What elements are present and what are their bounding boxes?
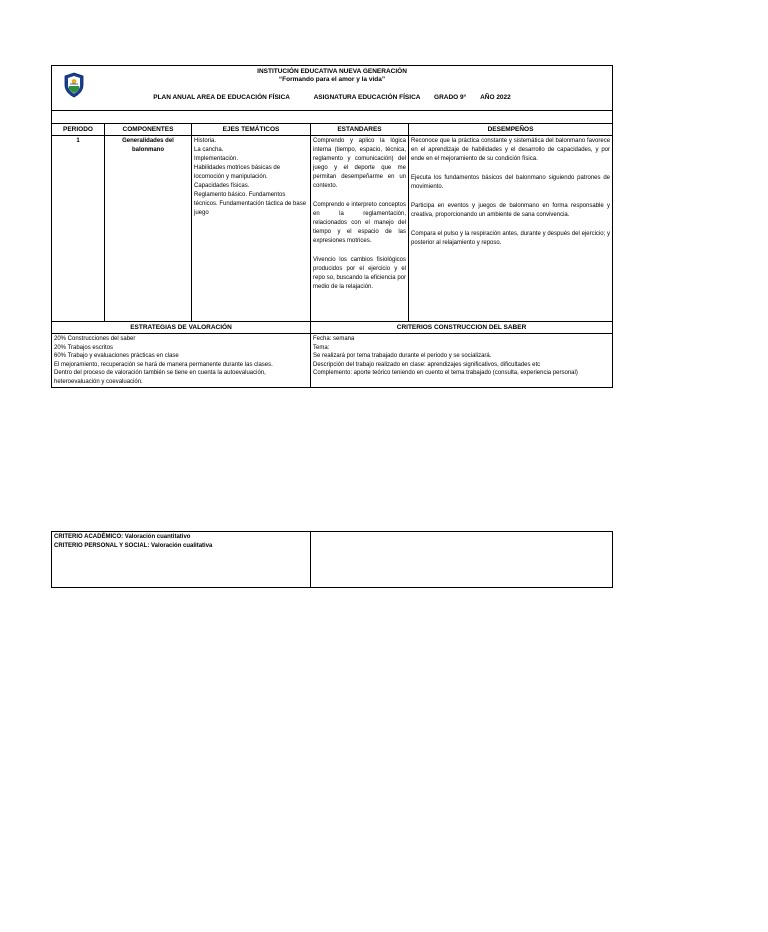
criterios-cell <box>311 334 613 388</box>
column-header-row <box>52 124 613 136</box>
valoracion-line: Dentro del proceso de valoración también se tiene en cuenta la autoevaluación, heteroevaluación y coevaluación. <box>54 370 266 385</box>
valoracion-line: 60% Trabajo y evaluaciones prácticas en clase <box>54 353 179 359</box>
subject-label: ASIGNATURA EDUCACIÓN FÍSICA <box>313 94 421 101</box>
criteria-table <box>51 531 613 588</box>
plan-title: PLAN ANUAL AREA DE EDUCACIÓN FÍSICA <box>153 94 290 101</box>
blank-row <box>52 111 613 124</box>
criteria-box <box>51 531 612 588</box>
estandar-item: Vivencio los cambios fisiológicos producidos por el ejercicio y el repo so, buscando la eficiencia por medio de la relajación. <box>313 257 406 290</box>
componente-cell: Generalidades del balonmano <box>105 136 192 322</box>
grade-label: GRADO 9° <box>434 94 467 101</box>
valoracion-title: ESTRATEGIAS DE VALORACIÓN <box>52 322 311 334</box>
criterio-line: Se realizará por tema trabajado durante el periodo y se socializará. <box>313 353 492 359</box>
criterio-personal: CRITERIO PERSONAL Y SOCIAL: Valoración cualitativa <box>54 543 213 549</box>
col-componentes: COMPONENTES <box>105 124 192 136</box>
section-header-row <box>52 322 613 334</box>
criteria-right-cell <box>311 532 613 588</box>
plan-sheet <box>51 65 612 388</box>
plan-table <box>51 65 613 388</box>
col-estandares: ESTANDARES <box>311 124 409 136</box>
plan-line <box>52 94 612 102</box>
institution-name: INSTITUCIÓN EDUCATIVA NUEVA GENERACIÓN <box>257 68 407 75</box>
estandar-item: Comprendo e interpreto conceptos en la reglamentación, relacionados con el manejo del tiempo y el espacio de las expresiones motrices. <box>313 202 406 244</box>
year-label: AÑO 2022 <box>480 94 511 101</box>
valoracion-cell <box>52 334 311 388</box>
ejes-text: Historia. La cancha. Implementación. Habilidades motrices básicas de locomoción y manipulación. Capacidades físicas. Reglamento básico. Fundamentos técnicos. Fundamentación táctica de base juego <box>194 138 307 216</box>
institution-motto: “Formando para el amor y la vida” <box>278 76 386 83</box>
school-shield-icon <box>63 72 85 98</box>
desempeno-item: Ejecuta los fundamentos básicos del balonmano siguiendo patrones de movimiento. <box>411 175 611 190</box>
criteria-left-cell <box>52 532 311 588</box>
desempeno-item: Reconoce que la práctica constante y sistemática del balonmano favorece en el aprendizaje de habilidades y el desarrollo de capacidades, y por ende en el mejoramiento de su condición física. <box>411 138 611 162</box>
criterios-title: CRITERIOS CONSTRUCCION DEL SABER <box>311 322 613 334</box>
col-desempenos: DESEMPEÑOS <box>409 124 613 136</box>
header-cell <box>52 66 613 111</box>
criterio-line: Descripción del trabajo realizado en clase: aprendizajes significativos, dificultades etc <box>313 361 541 368</box>
valoracion-line: El mejoramiento, recuperación se hará de manera permanente durante las clases. <box>54 361 273 368</box>
ejes-cell <box>192 136 311 322</box>
estandar-item: Comprendo y aplico la lógica interna (tiempo, espacio, técnica, reglamento y comunicación) del juego y el deporte que me permitan desempeñarme en un contexto. <box>313 138 406 189</box>
valoracion-row <box>52 334 613 388</box>
valoracion-line: 20% Trabajos escritos <box>54 344 114 351</box>
blank-cell <box>52 111 613 124</box>
estandares-cell <box>311 136 409 322</box>
criterio-line: Complemento: aporte teórico teniendo en cuento el tema trabajado (consulta, experiencia personal) <box>313 370 578 376</box>
desempenos-cell <box>409 136 613 322</box>
periodo-cell: 1 <box>52 136 105 322</box>
criterio-line: Tema: <box>313 344 330 351</box>
criterio-academico: CRITERIO ACADÉMICO: Valoración cuantitativo <box>54 534 191 540</box>
table-row <box>52 136 613 322</box>
criterio-line: Fecha: semana <box>313 336 355 342</box>
desempeno-item: Participa en eventos y juegos de balonmano en forma responsable y creativa, proporcionando un ambiente de sana convivencia. <box>411 203 611 218</box>
col-ejes: EJES TEMÁTICOS <box>192 124 311 136</box>
valoracion-line: 20% Construcciones del saber <box>54 336 136 342</box>
desempeno-item: Compara el pulso y la respiración antes, durante y después del ejercicio; y posterior al relajamiento y reposo. <box>411 231 611 246</box>
col-periodo: PERIODO <box>52 124 105 136</box>
